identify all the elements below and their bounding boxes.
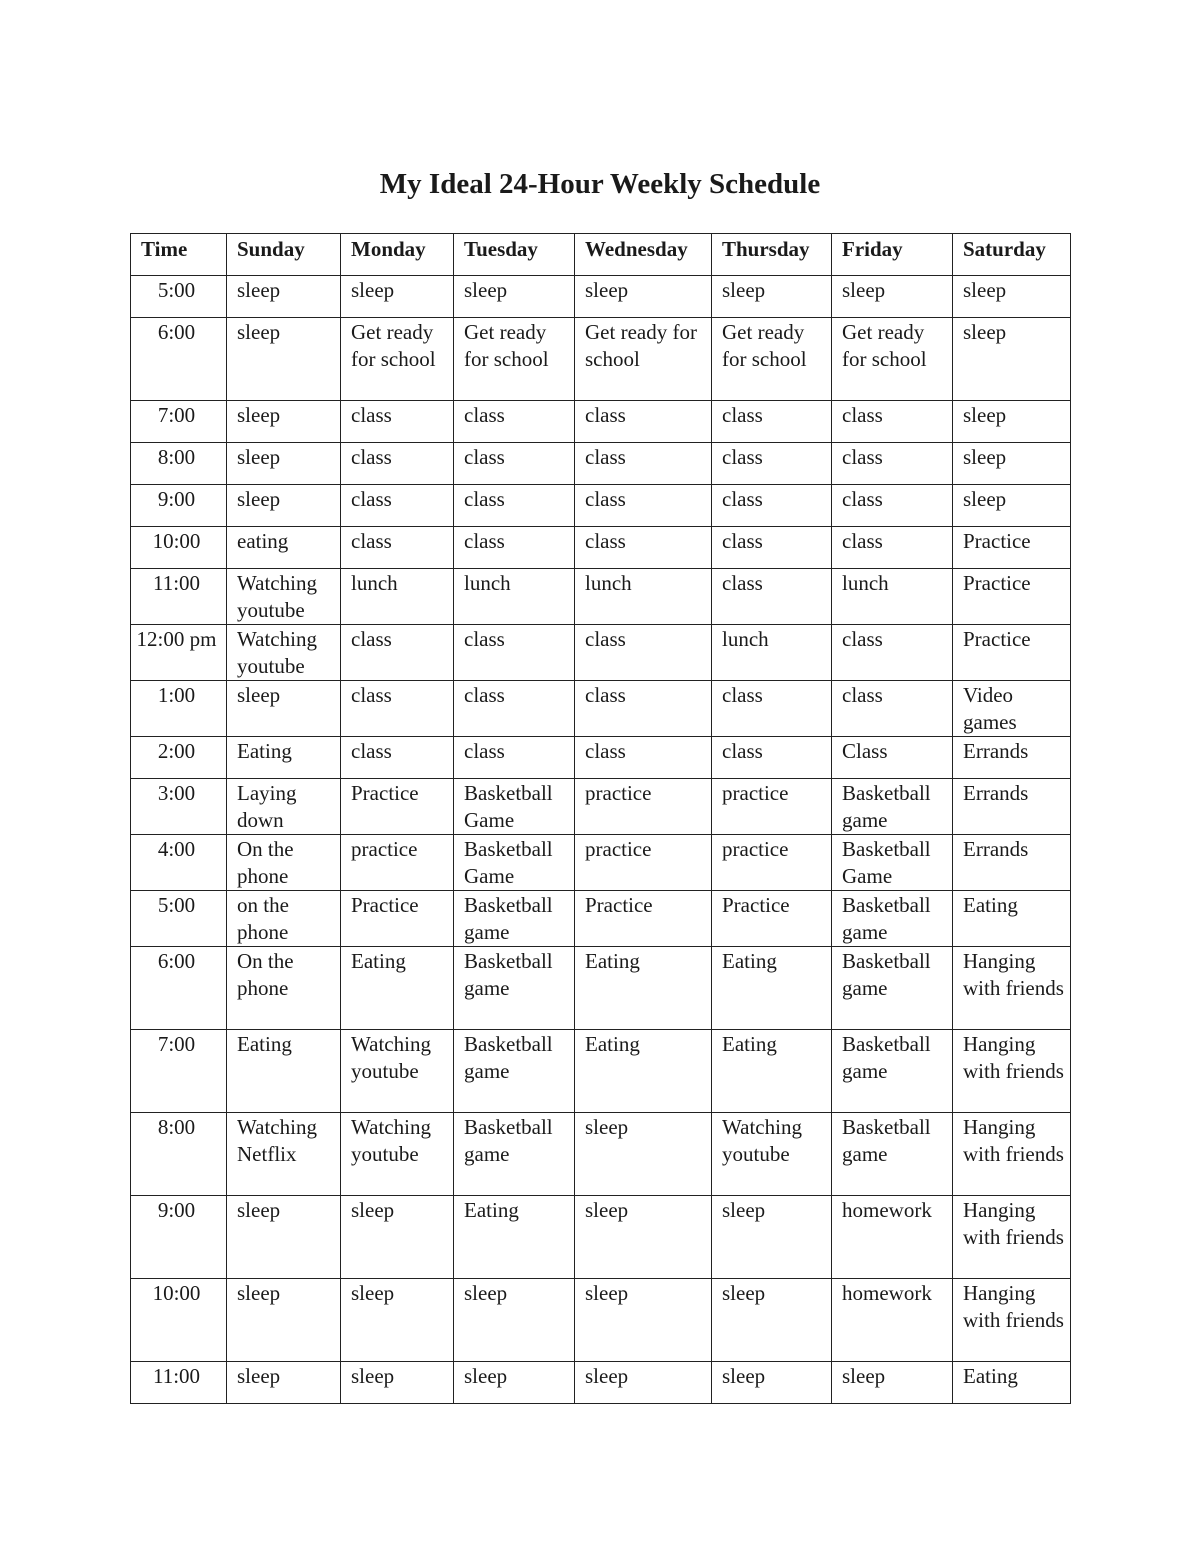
time-cell: 6:00 <box>131 947 227 1030</box>
activity-cell: sleep <box>227 318 341 401</box>
table-row <box>131 276 1071 318</box>
activity-cell: Basketball Game <box>454 835 575 891</box>
activity-cell: Watching youtube <box>341 1030 454 1113</box>
activity-cell: class <box>832 681 953 737</box>
table-row <box>131 779 1071 835</box>
activity-cell: sleep <box>575 276 712 318</box>
activity-cell: homework <box>832 1196 953 1279</box>
activity-cell: sleep <box>227 1362 341 1404</box>
activity-cell: On the phone <box>227 947 341 1030</box>
table-row <box>131 625 1071 681</box>
activity-cell: class <box>575 443 712 485</box>
time-cell: 1:00 <box>131 681 227 737</box>
activity-cell: Basketball game <box>832 1113 953 1196</box>
activity-cell: Eating <box>341 947 454 1030</box>
activity-cell: Eating <box>454 1196 575 1279</box>
activity-cell: class <box>832 401 953 443</box>
schedule-body <box>131 276 1071 1404</box>
activity-cell: class <box>454 443 575 485</box>
activity-cell: Basketball game <box>832 779 953 835</box>
table-row <box>131 1113 1071 1196</box>
activity-cell: Basketball game <box>832 947 953 1030</box>
activity-cell: Eating <box>712 947 832 1030</box>
activity-cell: sleep <box>454 1362 575 1404</box>
activity-cell: lunch <box>454 569 575 625</box>
table-row <box>131 1030 1071 1113</box>
activity-cell: class <box>575 737 712 779</box>
activity-cell: Hanging with friends <box>953 1113 1071 1196</box>
activity-cell: sleep <box>712 1196 832 1279</box>
column-header-sunday: Sunday <box>227 234 341 276</box>
activity-cell: eating <box>227 527 341 569</box>
activity-cell: sleep <box>227 443 341 485</box>
activity-cell: Laying down <box>227 779 341 835</box>
time-cell: 4:00 <box>131 835 227 891</box>
activity-cell: Practice <box>953 569 1071 625</box>
activity-cell: Basketball game <box>454 947 575 1030</box>
activity-cell: class <box>341 625 454 681</box>
activity-cell: Watching youtube <box>341 1113 454 1196</box>
column-header-friday: Friday <box>832 234 953 276</box>
table-row <box>131 318 1071 401</box>
column-header-time: Time <box>131 234 227 276</box>
activity-cell: Video games <box>953 681 1071 737</box>
activity-cell: Basketball game <box>832 1030 953 1113</box>
activity-cell: Get ready for school <box>341 318 454 401</box>
time-cell: 10:00 <box>131 527 227 569</box>
activity-cell: sleep <box>227 1196 341 1279</box>
activity-cell: sleep <box>341 276 454 318</box>
activity-cell: class <box>712 443 832 485</box>
activity-cell: class <box>454 737 575 779</box>
column-header-wednesday: Wednesday <box>575 234 712 276</box>
activity-cell: Practice <box>575 891 712 947</box>
time-cell: 3:00 <box>131 779 227 835</box>
activity-cell: Errands <box>953 835 1071 891</box>
column-header-monday: Monday <box>341 234 454 276</box>
activity-cell: Errands <box>953 779 1071 835</box>
activity-cell: sleep <box>227 681 341 737</box>
table-row <box>131 1196 1071 1279</box>
activity-cell: sleep <box>227 485 341 527</box>
activity-cell: sleep <box>832 276 953 318</box>
time-cell: 8:00 <box>131 443 227 485</box>
activity-cell: sleep <box>953 443 1071 485</box>
activity-cell: Practice <box>712 891 832 947</box>
activity-cell: sleep <box>227 1279 341 1362</box>
activity-cell: class <box>454 485 575 527</box>
activity-cell: class <box>832 527 953 569</box>
activity-cell: Watching youtube <box>227 625 341 681</box>
activity-cell: Watching youtube <box>712 1113 832 1196</box>
activity-cell: Errands <box>953 737 1071 779</box>
table-row <box>131 1279 1071 1362</box>
activity-cell: sleep <box>712 276 832 318</box>
table-row <box>131 1362 1071 1404</box>
table-row <box>131 401 1071 443</box>
table-row <box>131 891 1071 947</box>
activity-cell: sleep <box>575 1196 712 1279</box>
activity-cell: class <box>341 485 454 527</box>
activity-cell: Basketball game <box>454 1113 575 1196</box>
activity-cell: Get ready for school <box>712 318 832 401</box>
activity-cell: lunch <box>341 569 454 625</box>
activity-cell: Get ready for school <box>575 318 712 401</box>
activity-cell: sleep <box>227 401 341 443</box>
schedule-table <box>130 233 1071 1404</box>
column-header-saturday: Saturday <box>953 234 1071 276</box>
activity-cell: practice <box>712 835 832 891</box>
activity-cell: sleep <box>712 1279 832 1362</box>
activity-cell: sleep <box>341 1196 454 1279</box>
activity-cell: Hanging with friends <box>953 1279 1071 1362</box>
activity-cell: Eating <box>575 1030 712 1113</box>
activity-cell: Practice <box>341 779 454 835</box>
activity-cell: Basketball Game <box>832 835 953 891</box>
time-cell: 6:00 <box>131 318 227 401</box>
column-header-tuesday: Tuesday <box>454 234 575 276</box>
activity-cell: sleep <box>575 1362 712 1404</box>
time-cell: 9:00 <box>131 1196 227 1279</box>
activity-cell: sleep <box>341 1362 454 1404</box>
activity-cell: Eating <box>953 891 1071 947</box>
activity-cell: class <box>575 485 712 527</box>
table-row <box>131 485 1071 527</box>
activity-cell: Basketball game <box>832 891 953 947</box>
activity-cell: Get ready for school <box>454 318 575 401</box>
time-cell: 2:00 <box>131 737 227 779</box>
time-cell: 11:00 <box>131 1362 227 1404</box>
time-cell: 9:00 <box>131 485 227 527</box>
activity-cell: class <box>712 527 832 569</box>
activity-cell: class <box>454 401 575 443</box>
activity-cell: Basketball game <box>454 891 575 947</box>
activity-cell: Eating <box>953 1362 1071 1404</box>
table-row <box>131 737 1071 779</box>
table-row <box>131 681 1071 737</box>
table-row <box>131 569 1071 625</box>
time-cell: 12:00 pm <box>131 625 227 681</box>
time-cell: 5:00 <box>131 276 227 318</box>
activity-cell: sleep <box>953 485 1071 527</box>
activity-cell: Hanging with friends <box>953 1030 1071 1113</box>
activity-cell: sleep <box>341 1279 454 1362</box>
activity-cell: class <box>712 681 832 737</box>
activity-cell: Practice <box>953 527 1071 569</box>
activity-cell: on the phone <box>227 891 341 947</box>
activity-cell: Eating <box>712 1030 832 1113</box>
activity-cell: class <box>832 485 953 527</box>
activity-cell: class <box>341 737 454 779</box>
activity-cell: class <box>575 527 712 569</box>
activity-cell: homework <box>832 1279 953 1362</box>
activity-cell: sleep <box>575 1279 712 1362</box>
time-cell: 7:00 <box>131 1030 227 1113</box>
activity-cell: sleep <box>953 276 1071 318</box>
activity-cell: Eating <box>227 737 341 779</box>
activity-cell: sleep <box>953 318 1071 401</box>
activity-cell: class <box>454 681 575 737</box>
activity-cell: class <box>832 443 953 485</box>
activity-cell: Basketball Game <box>454 779 575 835</box>
activity-cell: class <box>575 625 712 681</box>
activity-cell: Class <box>832 737 953 779</box>
time-cell: 11:00 <box>131 569 227 625</box>
activity-cell: class <box>712 485 832 527</box>
table-row <box>131 443 1071 485</box>
header-row <box>131 234 1071 276</box>
time-cell: 5:00 <box>131 891 227 947</box>
activity-cell: Watching youtube <box>227 569 341 625</box>
table-row <box>131 527 1071 569</box>
activity-cell: class <box>712 401 832 443</box>
activity-cell: class <box>341 527 454 569</box>
activity-cell: practice <box>712 779 832 835</box>
activity-cell: class <box>575 681 712 737</box>
activity-cell: class <box>575 401 712 443</box>
activity-cell: On the phone <box>227 835 341 891</box>
activity-cell: Hanging with friends <box>953 947 1071 1030</box>
activity-cell: class <box>832 625 953 681</box>
activity-cell: class <box>341 401 454 443</box>
activity-cell: lunch <box>712 625 832 681</box>
activity-cell: Practice <box>341 891 454 947</box>
activity-cell: lunch <box>575 569 712 625</box>
activity-cell: sleep <box>454 276 575 318</box>
activity-cell: Eating <box>575 947 712 1030</box>
activity-cell: sleep <box>712 1362 832 1404</box>
activity-cell: sleep <box>454 1279 575 1362</box>
column-header-thursday: Thursday <box>712 234 832 276</box>
activity-cell: practice <box>341 835 454 891</box>
activity-cell: practice <box>575 835 712 891</box>
activity-cell: class <box>454 625 575 681</box>
activity-cell: sleep <box>953 401 1071 443</box>
activity-cell: class <box>454 527 575 569</box>
activity-cell: class <box>712 737 832 779</box>
activity-cell: Practice <box>953 625 1071 681</box>
table-row <box>131 835 1071 891</box>
page-title: My Ideal 24-Hour Weekly Schedule <box>379 168 821 200</box>
activity-cell: Get ready for school <box>832 318 953 401</box>
table-row <box>131 947 1071 1030</box>
activity-cell: Basketball game <box>454 1030 575 1113</box>
activity-cell: sleep <box>575 1113 712 1196</box>
activity-cell: Watching Netflix <box>227 1113 341 1196</box>
activity-cell: class <box>341 681 454 737</box>
activity-cell: sleep <box>832 1362 953 1404</box>
activity-cell: lunch <box>832 569 953 625</box>
activity-cell: sleep <box>227 276 341 318</box>
activity-cell: practice <box>575 779 712 835</box>
activity-cell: Eating <box>227 1030 341 1113</box>
time-cell: 8:00 <box>131 1113 227 1196</box>
time-cell: 10:00 <box>131 1279 227 1362</box>
activity-cell: Hanging with friends <box>953 1196 1071 1279</box>
activity-cell: class <box>712 569 832 625</box>
activity-cell: class <box>341 443 454 485</box>
time-cell: 7:00 <box>131 401 227 443</box>
